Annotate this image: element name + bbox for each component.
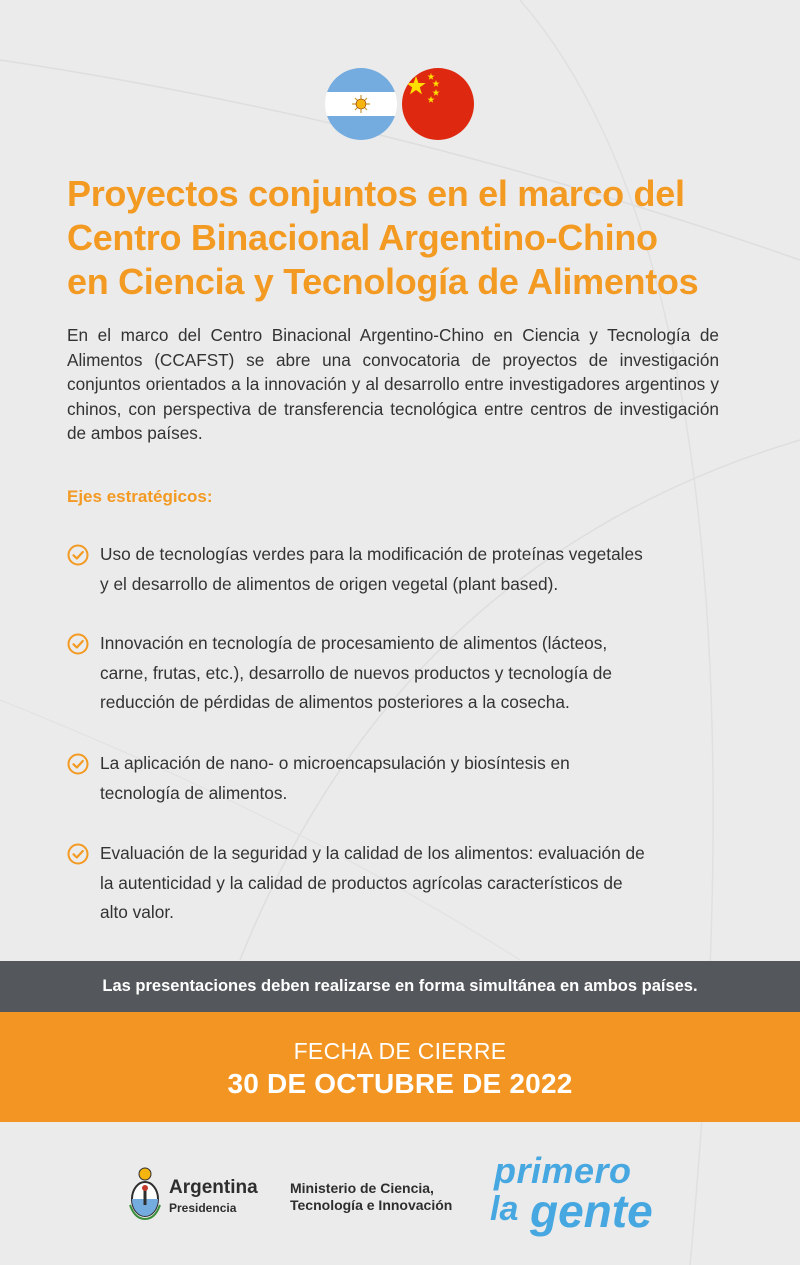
axis-line: carne, frutas, etc.), desarrollo de nuevos productos y tecnología de [100, 662, 613, 683]
deadline-date: 30 DE OCTUBRE DE 2022 [227, 1068, 573, 1099]
deadline-label: FECHA DE CIERRE [293, 1038, 507, 1064]
title-line: en Ciencia y Tecnología de Alimentos [67, 261, 699, 302]
flags [0, 68, 800, 140]
axis-text [100, 629, 730, 718]
axis-line: la autenticidad y la calidad de productos agrícolas característicos de [100, 872, 623, 893]
axis-line: alto valor. [100, 902, 174, 922]
axis-line: y el desarrollo de alimentos de origen vegetal (plant based). [100, 573, 559, 594]
axis-text [100, 540, 730, 599]
argentina-name: Argentina [169, 1177, 258, 1198]
check-circle-icon [67, 843, 89, 865]
argentina-flag-icon [325, 68, 397, 140]
slogan-line: gente [530, 1185, 653, 1237]
axis-line: reducción de pérdidas de alimentos posteriores a la cosecha. [100, 692, 570, 712]
check-circle-icon [67, 544, 89, 566]
slogan-line: la [490, 1190, 519, 1228]
ministry-line: Tecnología e Innovación [290, 1197, 453, 1213]
check-circle-icon [67, 633, 89, 655]
ministry-line: Ministerio de Ciencia, [290, 1180, 434, 1196]
footer [0, 1122, 800, 1265]
title-line: Centro Binacional Argentino-Chino [67, 217, 658, 258]
axis-line: Innovación en tecnología de procesamiento de alimentos (lácteos, [100, 633, 608, 653]
notice-band: Las presentaciones deben realizarse en forma simultánea en ambos países. [0, 961, 800, 1012]
axis-line: tecnología de alimentos. [100, 782, 288, 803]
axis-line: La aplicación de nano- o microencapsulación y biosíntesis en [100, 753, 570, 773]
axis-text [100, 839, 730, 928]
deadline-banner [0, 1012, 800, 1122]
national-emblem-icon [127, 1165, 163, 1221]
intro-paragraph: En el marco del Centro Binacional Argentino-Chino en Ciencia y Tecnología de Alimentos (CCAFST) se abre una convocatoria de proyectos de investigación conjuntos orientados a la innovación y al desarrollo entre investigadores argentinos y chinos, con perspectiva de transferencia tecnológica entre centros de investigación de ambos países. [67, 325, 719, 443]
argentina-logo [127, 1165, 277, 1225]
axis-line: Evaluación de la seguridad y la calidad de los alimentos: evaluación de [100, 843, 645, 863]
page-title [67, 172, 747, 304]
axis-line: Uso de tecnologías verdes para la modificación de proteínas vegetales [100, 544, 643, 564]
china-flag-icon [402, 68, 474, 140]
title-line: Proyectos conjuntos en el marco del [67, 173, 685, 214]
ministry-logo [290, 1180, 490, 1214]
section-label: Ejes estratégicos: [67, 487, 213, 506]
argentina-sub: Presidencia [169, 1201, 237, 1215]
slogan-line: primero [494, 1150, 632, 1191]
axis-text [100, 749, 730, 808]
check-circle-icon [67, 753, 89, 775]
